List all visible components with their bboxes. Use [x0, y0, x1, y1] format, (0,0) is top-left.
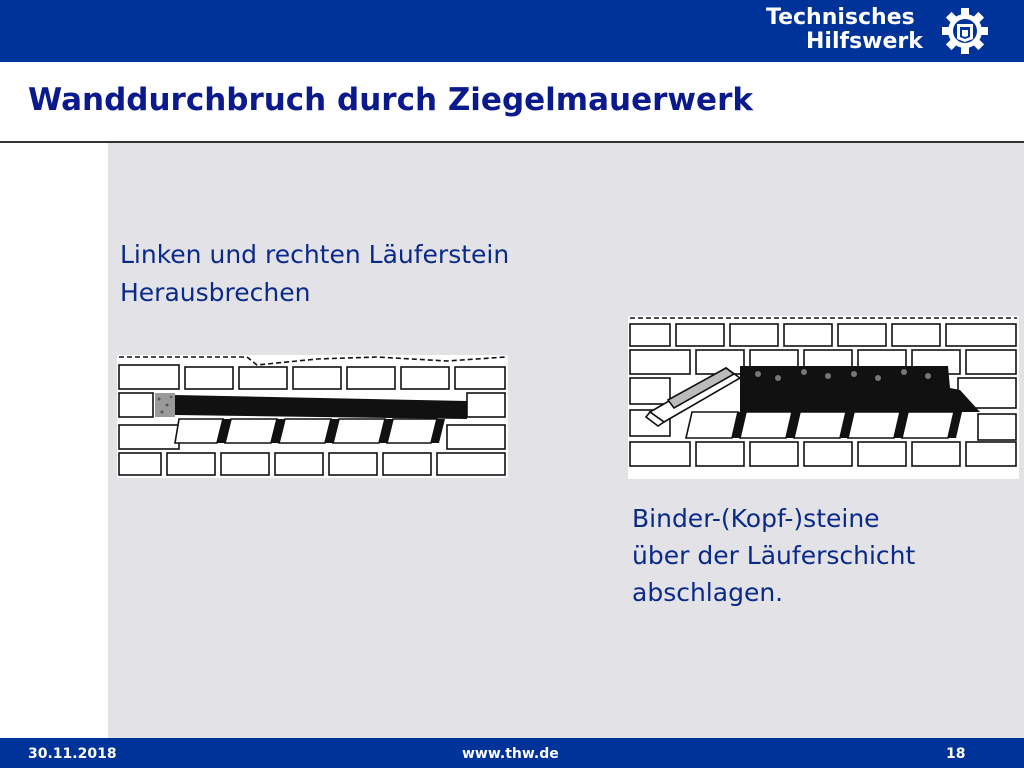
caption-left: Linken und rechten Läuferstein Herausbrechen	[120, 240, 510, 307]
slide-title: Wanddurchbruch durch Ziegelmauerwerk	[28, 82, 753, 118]
logo-text-line1: Technisches	[766, 5, 915, 30]
logo-text-line2: Hilfswerk	[806, 29, 923, 54]
brick-wall-figure-right	[628, 316, 1019, 479]
footer-page-number: 18	[946, 746, 966, 762]
thw-gear-emblem-icon	[942, 8, 988, 54]
footer-url[interactable]: www.thw.de	[462, 746, 559, 762]
top-bar	[0, 0, 1024, 62]
thw-logo	[766, 6, 992, 54]
brick-wall-header-removal-chisel-drawing	[628, 316, 1019, 479]
brick-wall-figure-left	[117, 355, 508, 478]
footer-date: 30.11.2018	[28, 746, 117, 762]
brick-wall-runner-removal-drawing	[117, 355, 508, 478]
footer-bar	[0, 738, 1024, 768]
caption-right: Binder-(Kopf-)steine über der Läuferschicht abschlagen.	[632, 504, 916, 607]
